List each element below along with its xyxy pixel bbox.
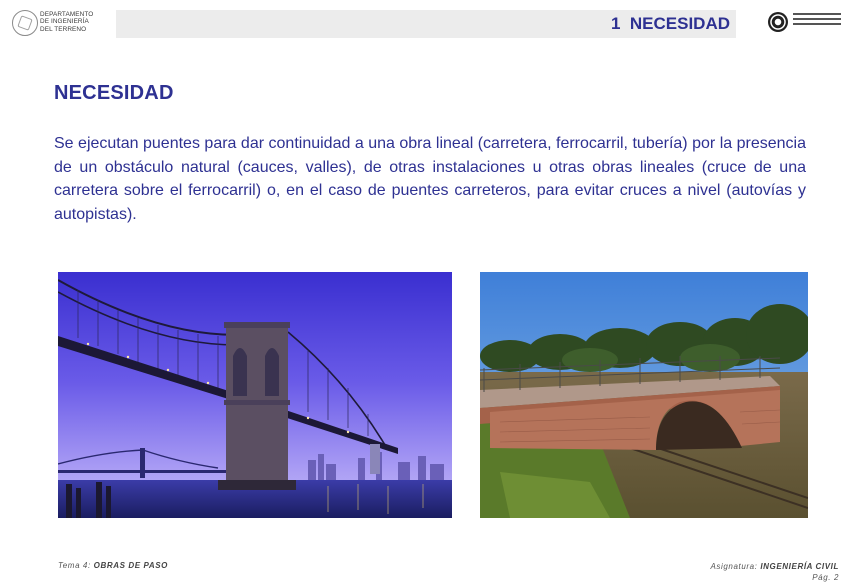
page-number: Pág. 2	[812, 573, 839, 582]
university-logo	[768, 12, 842, 38]
stone-arch-bridge-photo	[480, 272, 808, 518]
department-emblem-icon	[12, 10, 38, 36]
university-seal-icon	[768, 12, 788, 32]
department-logo	[10, 8, 114, 40]
body-paragraph: Se ejecutan puentes para dar continuidad a una obra lineal (carretera, ferrocarril, tubería) por la presencia de un obstáculo natural (cauces, valles), de otras instalaciones u otras obras lineales (cruce de una carretera sobre el ferrocarril) o, en el caso de puentes carreteros, para evitar cruces a nivel (autovías y autopistas).	[54, 135, 806, 223]
department-logo-text: DEPARTAMENTO DE INGENIERÍA DEL TERRENO	[40, 11, 94, 33]
page-title: 1 NECESIDAD	[610, 14, 730, 33]
footer-topic: Tema 4: OBRAS DE PASO	[58, 561, 168, 570]
footer-subject: Asignatura: INGENIERÍA CIVIL Pág. 2	[710, 562, 839, 582]
section-heading: NECESIDAD	[54, 82, 174, 104]
suspension-bridge-photo	[58, 272, 452, 518]
header-bar	[116, 10, 736, 38]
university-wordmark	[793, 13, 841, 28]
